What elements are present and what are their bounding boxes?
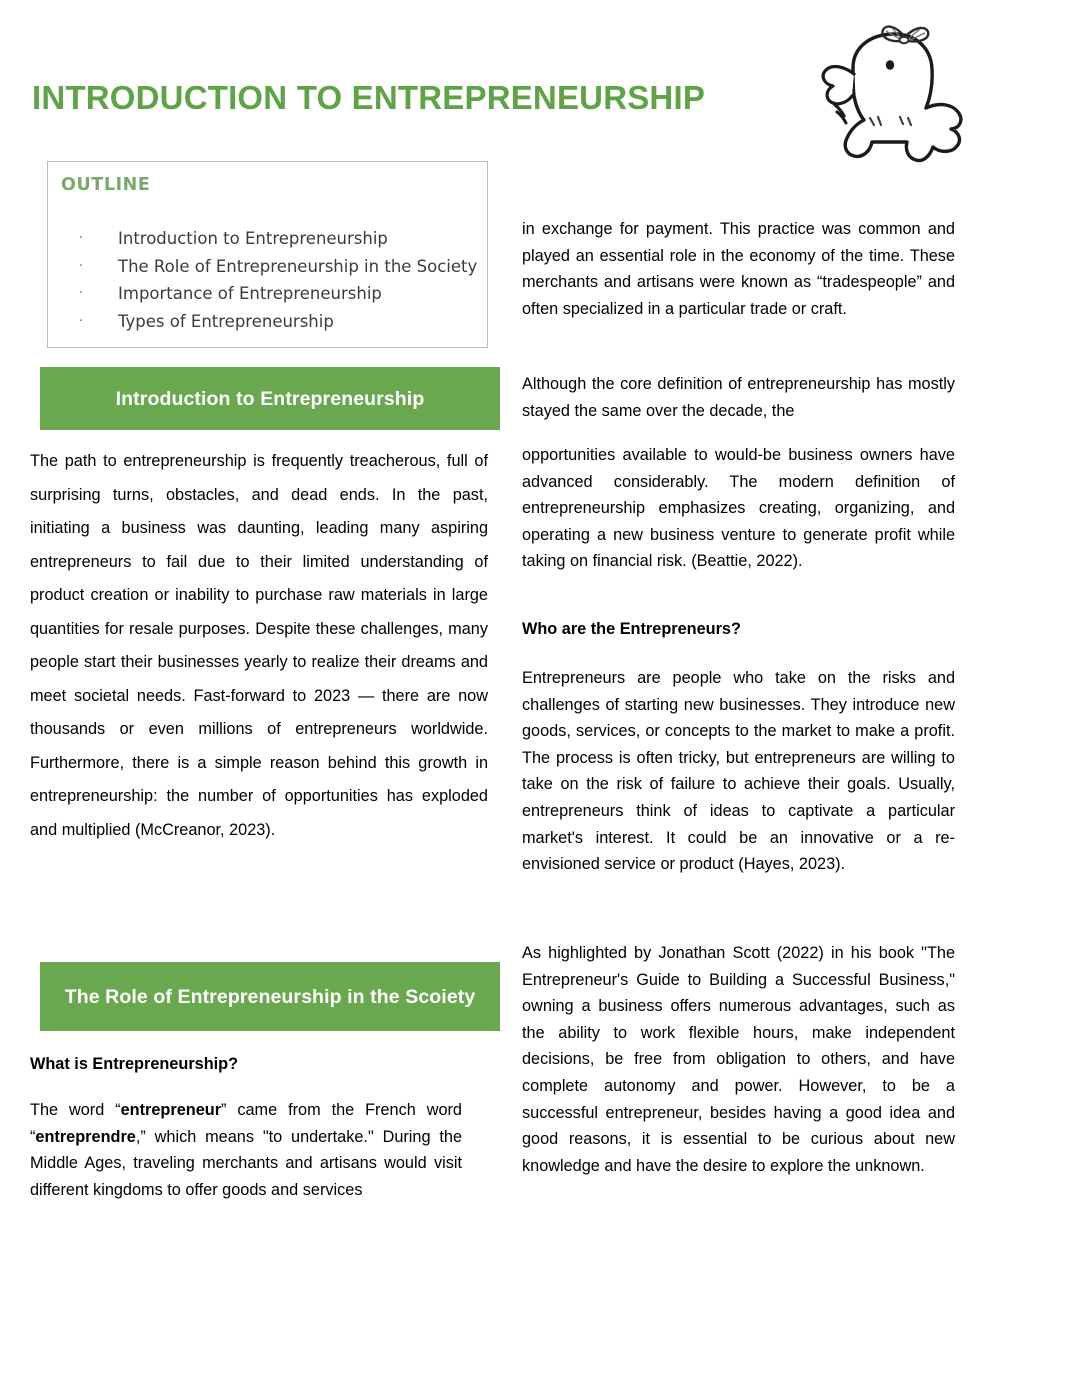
outline-item-label: Types of Entrepreneurship xyxy=(118,311,334,331)
etymology-block xyxy=(30,1097,462,1203)
etymology-post: ,” which means "to undertake." During the Middle Ages, traveling merchants and artisans would visit different kingdoms to offer goods and services xyxy=(30,1127,462,1199)
entrepreneurs-paragraph: Entrepreneurs are people who take on the risks and challenges of starting new businesses. They introduce new goods, services, or concepts to the market to make a profit. The process is often tricky, but entrepreneurs are willing to take on the risk of failure to achieve their goals. Usually, entrepreneurs think of ideas to captivate a particular market's interest. It could be an innovative or a re-envisioned service or product (Hayes, 2023). xyxy=(522,669,955,874)
outline-item-label: The Role of Entrepreneurship in the Society xyxy=(118,256,478,276)
scott-paragraph: As highlighted by Jonathan Scott (2022) in his book "The Entrepreneur's Guide to Building a Successful Business," owning a business offers numerous advantages, such as the ability to work flexible hours, make independent decisions, be free from obligation to others, and have complete autonomy and power. However, to be a successful entrepreneur, besides having a good idea and good reasons, it is essential to be curious about new knowledge and have the desire to explore the unknown. xyxy=(522,944,955,1175)
page-title: INTRODUCTION TO ENTREPRENEURSHIP xyxy=(32,80,706,118)
outline-item-label: Introduction to Entrepreneurship xyxy=(118,229,388,248)
list-item xyxy=(70,225,479,253)
outline-heading: OUTLINE xyxy=(61,175,151,195)
section-banner-introduction: Introduction to Entrepreneurship xyxy=(40,367,500,430)
bullet-icon: · xyxy=(78,258,84,274)
intro-paragraph: The path to entrepreneurship is frequently treacherous, full of surprising turns, obstacles, and dead ends. In the past, initiating a business was daunting, leading many aspiring entrepreneurs to fail due to their limited understanding of product creation or inability to purchase raw materials in large quantities for resale purposes. Despite these challenges, many people start their businesses yearly to realize their dreams and meet societal needs. Fast-forward to 2023 — there are now thousands or even millions of entrepreneurs worldwide. Furthermore, there is a simple reason behind this growth in entrepreneurship: the number of opportunities has exploded and multiplied (McCreanor, 2023). xyxy=(30,452,488,839)
subhead-what-is-entrepreneurship: What is Entrepreneurship? xyxy=(30,1055,239,1073)
etymology-paragraph xyxy=(30,1097,462,1203)
section-banner-role: The Role of Entrepreneurship in the Scoiety xyxy=(40,962,500,1031)
outline-item-label: Importance of Entrepreneurship xyxy=(118,284,382,303)
etymology-term-entrepreneur: entrepreneur xyxy=(120,1101,222,1119)
who-are-entrepreneurs-block xyxy=(522,618,955,640)
bullet-icon: · xyxy=(78,231,84,246)
continuation-paragraph: in exchange for payment. This practice was common and played an essential role in the economy of the time. These merchants and artisans were known as “tradespeople” and often specialized in a particular trade or craft. xyxy=(522,220,955,318)
list-item xyxy=(70,280,479,308)
although-block xyxy=(522,371,955,424)
etymology-mid: ” came from the French word “ xyxy=(30,1101,462,1146)
right-column xyxy=(522,216,955,322)
bullet-icon: · xyxy=(78,313,84,329)
etymology-pre: The word “ xyxy=(30,1101,121,1119)
list-item xyxy=(70,253,479,281)
intro-paragraph-block xyxy=(30,445,488,847)
scott-citation-block xyxy=(522,940,955,1179)
mascot-illustration xyxy=(812,22,988,174)
outline-list xyxy=(70,225,479,335)
what-is-entrepreneurship-block xyxy=(30,1053,462,1075)
list-item xyxy=(70,308,479,336)
etymology-term-entreprendre: entreprendre xyxy=(35,1127,136,1146)
opportunities-paragraph: opportunities available to would-be business owners have advanced considerably. The modern definition of entrepreneurship emphasizes creating, organizing, and operating a new business venture to generate profit while taking on financial risk. (Beattie, 2022). xyxy=(522,446,955,571)
entrepreneurs-definition-block xyxy=(522,665,955,878)
although-paragraph: Although the core definition of entrepreneurship has mostly stayed the same over the decade, the xyxy=(522,375,955,420)
subhead-who-are-the-entrepreneurs: Who are the Entrepreneurs? xyxy=(522,620,741,638)
opportunities-block xyxy=(522,442,955,575)
outline-box xyxy=(47,161,488,348)
bullet-icon: · xyxy=(78,286,84,301)
mouse-character-icon xyxy=(812,22,988,174)
